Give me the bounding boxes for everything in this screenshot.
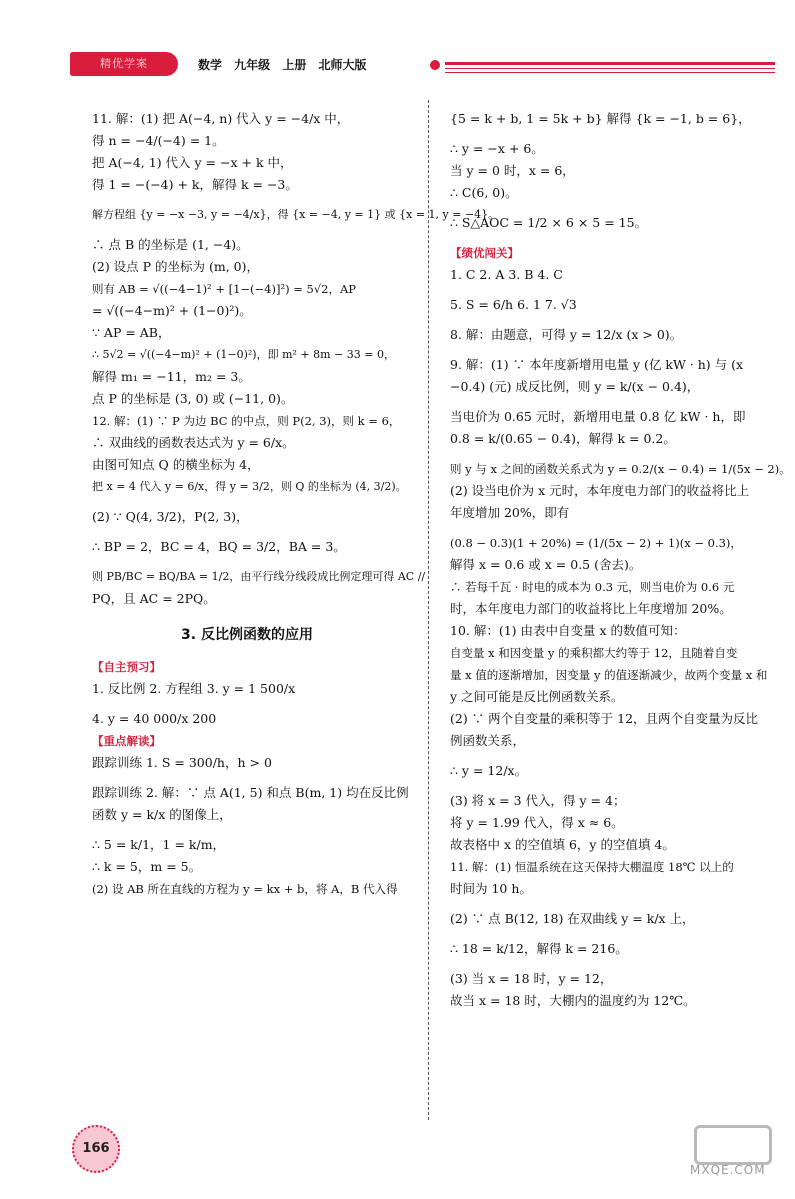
- header-rule: [445, 62, 775, 65]
- text-line: ∴ S△AOC = 1/2 × 6 × 5 = 15。: [450, 215, 648, 230]
- text-line: ∴ 5 = k/1，1 = k/m，: [92, 837, 226, 852]
- column-divider: [428, 100, 429, 1120]
- text-line: 把 x = 4 代入 y = 6/x，得 y = 3/2，则 Q 的坐标为 (4, 3/2)。: [92, 480, 407, 493]
- watermark: [690, 1125, 780, 1185]
- text-line: (3) 将 x = 3 代入，得 y = 4；: [450, 793, 626, 808]
- text-line: ∴ k = 5，m = 5。: [92, 859, 202, 874]
- text-line: 当 y = 0 时，x = 6，: [450, 163, 575, 178]
- text-line: 自变量 x 和因变量 y 的乘积都大约等于 12，且随着自变: [450, 646, 738, 660]
- text-line: (2) 设点 P 的坐标为 (m, 0)，: [92, 259, 260, 274]
- text-line: 跟踪训练 2. 解：∵ 点 A(1, 5) 和点 B(m, 1) 均在反比例: [92, 785, 409, 800]
- text-line: 把 A(−4, 1) 代入 y = −x + k 中，: [92, 155, 293, 170]
- text-line: ∴ 18 = k/12，解得 k = 216。: [450, 941, 628, 956]
- text-line: 0.8 = k/(0.65 − 0.4)，解得 k = 0.2。: [450, 431, 676, 446]
- text-line: 时，本年度电力部门的收益将比上年度增加 20%。: [450, 601, 732, 616]
- text-line: 例函数关系，: [450, 733, 526, 748]
- text-line: 解得 x = 0.6 或 x = 0.5 (舍去)。: [450, 557, 642, 572]
- text-line: ∴ 若每千瓦 · 时电的成本为 0.3 元，则当电价为 0.6 元: [450, 580, 735, 594]
- text-line: (2) ∵ 点 B(12, 18) 在双曲线 y = k/x 上，: [450, 911, 695, 926]
- text-line: 故表格中 x 的空值填 6，y 的空值填 4。: [450, 837, 675, 852]
- text-line: y 之间可能是反比例函数关系。: [450, 689, 624, 704]
- section-title: 3. 反比例函数的应用: [181, 627, 313, 643]
- section-tag: 【重点解读】: [92, 734, 161, 748]
- text-line: 时间为 10 h。: [450, 881, 532, 896]
- text-line: 年度增加 20%，即有: [450, 505, 570, 520]
- text-line: 得 n = −4/(−4) = 1。: [92, 133, 225, 148]
- text-line: 9. 解：(1) ∵ 本年度新增用电量 y (亿 kW · h) 与 (x: [450, 357, 744, 372]
- text-line: 5. S = 6/h 6. 1 7. √3: [450, 297, 577, 312]
- text-line: 点 P 的坐标是 (3, 0) 或 (−11, 0)。: [92, 391, 294, 406]
- text-line: ∴ BP = 2，BC = 4，BQ = 3/2，BA = 3。: [92, 539, 346, 554]
- section-tag: 【绩优闯关】: [450, 246, 519, 260]
- text-line: (2) ∵ Q(4, 3/2)，P(2, 3)，: [92, 509, 249, 524]
- text-line: 11. 解：(1) 把 A(−4, n) 代入 y = −4/x 中，: [92, 111, 350, 126]
- text-line: 由图可知点 Q 的横坐标为 4，: [92, 457, 260, 472]
- text-line: ∴ y = −x + 6。: [450, 141, 544, 156]
- watermark-logo-icon: [694, 1125, 772, 1165]
- text-line: 则 PB/BC = BQ/BA = 1/2，由平行线分线段成比例定理可得 AC //: [92, 570, 426, 583]
- text-line: 量 x 值的逐渐增加，因变量 y 的值逐渐减少，故两个变量 x 和: [450, 668, 768, 682]
- text-line: 则有 AB = √((−4−1)² + [1−(−4)]²) = 5√2，AP: [92, 282, 357, 296]
- text-line: 则 y 与 x 之间的函数关系式为 y = 0.2/(x − 0.4) = 1/(5x − 2)。: [450, 462, 791, 476]
- text-line: {5 = k + b, 1 = 5k + b} 解得 {k = −1, b = 6}，: [450, 111, 751, 126]
- text-line: ∴ y = 12/x。: [450, 763, 528, 778]
- text-line: 跟踪训练 1. S = 300/h，h > 0: [92, 755, 272, 770]
- text-line: 10. 解：(1) 由表中自变量 x 的数值可知：: [450, 623, 686, 638]
- text-line: (2) ∵ 两个自变量的乘积等于 12，且两个自变量为反比: [450, 711, 759, 726]
- page-header: [70, 52, 775, 80]
- text-line: 12. 解：(1) ∵ P 为边 BC 的中点，则 P(2, 3)，则 k = 6，: [92, 414, 401, 428]
- section-tag: 【自主预习】: [92, 660, 161, 674]
- text-line: PQ，且 AC = 2PQ。: [92, 591, 216, 606]
- text-line: 4. y = 40 000/x 200: [92, 711, 217, 726]
- page-number: 166: [72, 1125, 120, 1173]
- text-line: 1. C 2. A 3. B 4. C: [450, 267, 563, 282]
- text-line: 解得 m₁ = −11，m₂ = 3。: [92, 369, 251, 384]
- text-line: 将 y = 1.99 代入，得 x ≈ 6。: [450, 815, 624, 830]
- text-line: ∴ 点 B 的坐标是 (1, −4)。: [92, 237, 249, 252]
- text-line: (2) 设 AB 所在直线的方程为 y = kx + b，将 A，B 代入得: [92, 882, 398, 896]
- watermark-text: MXQE.COM: [690, 1163, 766, 1177]
- text-line: 解方程组 {y = −x −3, y = −4/x}，得 {x = −4, y = 1} 或 {x = 1, y = −4}。: [92, 208, 500, 221]
- text-line: 8. 解：由题意，可得 y = 12/x (x > 0)。: [450, 327, 683, 342]
- text-line: −0.4) (元) 成反比例，则 y = k/(x − 0.4)，: [450, 379, 700, 394]
- text-line: 函数 y = k/x 的图像上，: [92, 807, 232, 822]
- text-line: 当电价为 0.65 元时，新增用电量 0.8 亿 kW · h，即: [450, 409, 746, 424]
- text-line: = √((−4−m)² + (1−0)²)。: [92, 303, 252, 318]
- text-line: (3) 当 x = 18 时，y = 12，: [450, 971, 613, 986]
- header-title: 数学 九年级 上册 北师大版: [198, 58, 367, 72]
- header-dot: [430, 60, 440, 70]
- text-line: ∵ AP = AB，: [92, 325, 171, 340]
- text-line: 得 1 = −(−4) + k，解得 k = −3。: [92, 177, 298, 192]
- text-line: 1. 反比例 2. 方程组 3. y = 1 500/x: [92, 681, 296, 696]
- header-rule: [445, 68, 775, 69]
- right-column: [450, 108, 791, 1012]
- header-rule: [445, 72, 775, 73]
- text-line: (2) 设当电价为 x 元时，本年度电力部门的收益将比上: [450, 483, 750, 498]
- text-line: ∴ C(6, 0)。: [450, 185, 518, 200]
- text-line: ∴ 5√2 = √((−4−m)² + (1−0)²)，即 m² + 8m − 33 = 0，: [92, 348, 395, 361]
- text-line: (0.8 − 0.3)(1 + 20%) = (1/(5x − 2) + 1)(x − 0.3)，: [450, 536, 742, 550]
- text-line: 故当 x = 18 时，大棚内的温度约为 12℃。: [450, 993, 696, 1008]
- text-line: ∴ 双曲线的函数表达式为 y = 6/x。: [92, 435, 295, 450]
- header-badge: 精优学案: [70, 52, 178, 76]
- text-line: 11. 解：(1) 恒温系统在这天保持大棚温度 18℃ 以上的: [450, 860, 734, 874]
